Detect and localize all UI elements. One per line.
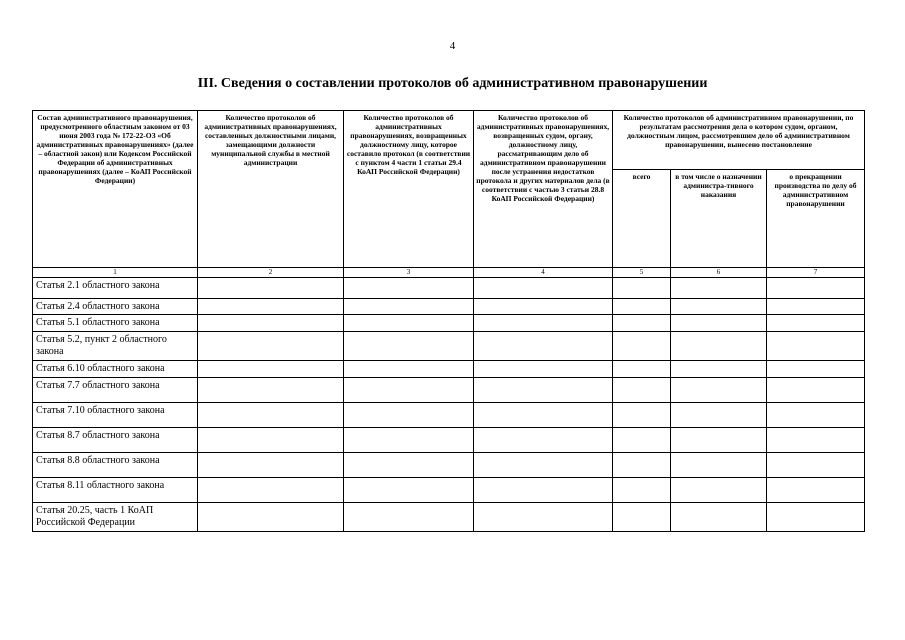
- table-cell: [344, 427, 474, 452]
- table-cell: [344, 452, 474, 477]
- table-cell: [671, 278, 767, 299]
- row-article-label: Статья 8.7 областного закона: [33, 427, 198, 452]
- table-cell: [474, 314, 613, 331]
- table-cell: [767, 477, 865, 502]
- table-cell: [198, 278, 344, 299]
- table-cell: [474, 377, 613, 402]
- table-cell: [671, 360, 767, 377]
- table-cell: [613, 477, 671, 502]
- table-cell: [613, 502, 671, 531]
- table-cell: [671, 299, 767, 315]
- row-article-label: Статья 6.10 областного закона: [33, 360, 198, 377]
- table-cell: [344, 477, 474, 502]
- table-cell: [613, 331, 671, 360]
- table-cell: [613, 278, 671, 299]
- table-cell: [474, 278, 613, 299]
- row-article-label: Статья 8.11 областного закона: [33, 477, 198, 502]
- table-cell: [671, 452, 767, 477]
- table-cell: [198, 331, 344, 360]
- table-cell: [198, 314, 344, 331]
- header-protocols-returned-to-official: Количество протоколов об административных правонарушениях, возвращенных должностному лицу, которое составило протокол (в соответствии с пунктом 4 части 1 статьи 29.4 КоАП Российской Федерации): [344, 111, 474, 268]
- table-cell: [767, 377, 865, 402]
- protocols-table: [32, 110, 865, 532]
- table-cell: [474, 299, 613, 315]
- column-number: 2: [198, 268, 344, 278]
- column-number: 7: [767, 268, 865, 278]
- column-number: 4: [474, 268, 613, 278]
- table-cell: [344, 314, 474, 331]
- table-cell: [613, 360, 671, 377]
- table-row: [33, 299, 865, 315]
- table-cell: [198, 502, 344, 531]
- table-cell: [474, 477, 613, 502]
- header-protocols-drawn-up: Количество протоколов об административных правонарушениях, составленных должностными лицами, замещающими должности муниципальной службы в местной администрации: [198, 111, 344, 268]
- column-number: 6: [671, 268, 767, 278]
- table-cell: [344, 377, 474, 402]
- table-cell: [198, 299, 344, 315]
- table-cell: [671, 314, 767, 331]
- table-cell: [613, 299, 671, 315]
- header-penalty-imposed: в том числе о назначении администра-тивного наказания: [671, 170, 767, 268]
- table-row: [33, 278, 865, 299]
- header-decisions-group: Количество протоколов об административном правонарушении, по результатам рассмотрения дела о котором судом, органом, должностным лицом, рассмотревшим дело об административном правонарушении, вынесено постановление: [613, 111, 865, 170]
- table-cell: [671, 477, 767, 502]
- row-article-label: Статья 7.10 областного закона: [33, 402, 198, 427]
- column-numbers-row: [33, 268, 865, 278]
- table-cell: [613, 402, 671, 427]
- table-row: [33, 502, 865, 531]
- table-cell: [767, 278, 865, 299]
- page-number: 4: [449, 40, 456, 52]
- table-cell: [198, 452, 344, 477]
- table-cell: [767, 427, 865, 452]
- row-article-label: Статья 7.7 областного закона: [33, 377, 198, 402]
- table-cell: [671, 427, 767, 452]
- table-row: [33, 377, 865, 402]
- column-number: 5: [613, 268, 671, 278]
- table-cell: [767, 360, 865, 377]
- header-offense-composition: Состав административного правонарушения, предусмотренного областным законом от 03 июня 2003 года № 172-22-ОЗ «Об административных правонарушениях» (далее – областной закон) или Кодексом Российской Федерации об административных правонарушениях (далее – КоАП Российской Федерации): [33, 111, 198, 268]
- table-cell: [767, 314, 865, 331]
- table-row: [33, 314, 865, 331]
- table-cell: [767, 452, 865, 477]
- table-cell: [474, 331, 613, 360]
- table-cell: [344, 278, 474, 299]
- row-article-label: Статья 20.25, часть 1 КоАП Российской Федерации: [33, 502, 198, 531]
- row-article-label: Статья 2.1 областного закона: [33, 278, 198, 299]
- table-cell: [344, 360, 474, 377]
- table-cell: [474, 360, 613, 377]
- table-cell: [613, 377, 671, 402]
- table-cell: [767, 402, 865, 427]
- table-cell: [767, 502, 865, 531]
- table-cell: [671, 502, 767, 531]
- header-protocols-returned-after-correction: Количество протоколов об административных правонарушениях, возвращенных судом, органу, должностному лицу, рассматривающим дело об административном правонарушении после устранения недостатков протокола и других материалов дела (в соответствии с частью 3 статьи 28.8 КоАП Российской Федерации): [474, 111, 613, 268]
- row-article-label: Статья 2.4 областного закона: [33, 299, 198, 315]
- table-cell: [613, 452, 671, 477]
- table-cell: [474, 427, 613, 452]
- table-row: [33, 402, 865, 427]
- table-cell: [344, 402, 474, 427]
- table-row: [33, 452, 865, 477]
- table-cell: [474, 402, 613, 427]
- table-cell: [344, 502, 474, 531]
- table-cell: [767, 299, 865, 315]
- table-cell: [198, 360, 344, 377]
- table-cell: [198, 402, 344, 427]
- table-row: [33, 331, 865, 360]
- column-number: 3: [344, 268, 474, 278]
- table-cell: [767, 331, 865, 360]
- row-article-label: Статья 8.8 областного закона: [33, 452, 198, 477]
- table-cell: [613, 314, 671, 331]
- table-cell: [344, 331, 474, 360]
- row-article-label: Статья 5.1 областного закона: [33, 314, 198, 331]
- table-cell: [613, 427, 671, 452]
- section-title: III. Сведения о составлении протоколов об административном правонарушении: [197, 76, 708, 91]
- table-cell: [198, 477, 344, 502]
- table-cell: [198, 377, 344, 402]
- table-cell: [474, 452, 613, 477]
- table-cell: [474, 502, 613, 531]
- table-cell: [198, 427, 344, 452]
- table-cell: [344, 299, 474, 315]
- table-row: [33, 477, 865, 502]
- column-number: 1: [33, 268, 198, 278]
- table-cell: [671, 402, 767, 427]
- header-total: всего: [613, 170, 671, 268]
- table-row: [33, 360, 865, 377]
- table-cell: [671, 331, 767, 360]
- table-row: [33, 427, 865, 452]
- header-proceedings-terminated: о прекращении производства по делу об административном правонарушении: [767, 170, 865, 268]
- row-article-label: Статья 5.2, пункт 2 областного закона: [33, 331, 198, 360]
- table-cell: [671, 377, 767, 402]
